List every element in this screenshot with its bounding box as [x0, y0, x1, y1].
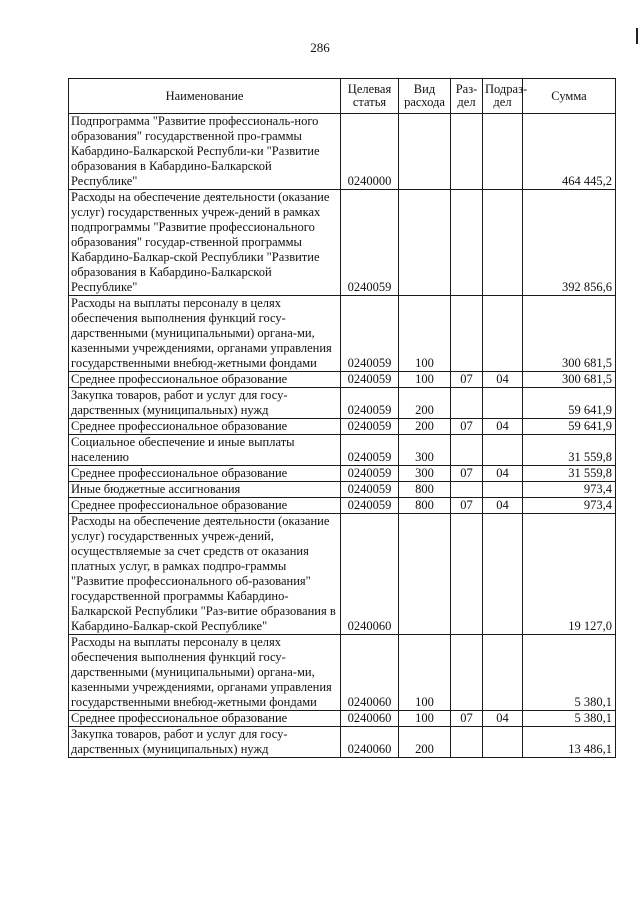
- row-section-cell: [451, 114, 483, 190]
- table-row: [69, 372, 616, 388]
- table-row: [69, 466, 616, 482]
- row-name-cell: Расходы на выплаты персоналу в целях обеспечения выполнения функций госу-дарственными (муниципальными) органа-ми, казенными учреждениями, органами управления государственными внебюд-жетными фондами: [69, 635, 341, 711]
- row-sum-cell: 5 380,1: [523, 635, 616, 711]
- row-section-cell: 07: [451, 372, 483, 388]
- row-subsection-cell: [483, 635, 523, 711]
- row-name-cell: Иные бюджетные ассигнования: [69, 482, 341, 498]
- row-subsection-cell: 04: [483, 419, 523, 435]
- row-section-cell: 07: [451, 711, 483, 727]
- row-subsection-cell: 04: [483, 372, 523, 388]
- row-subsection-cell: 04: [483, 466, 523, 482]
- row-section-cell: [451, 727, 483, 758]
- row-code-cell: 0240000: [341, 114, 399, 190]
- table-row: [69, 514, 616, 635]
- header-section: Раз-дел: [451, 79, 483, 114]
- header-code: Целевая статья: [341, 79, 399, 114]
- row-section-cell: [451, 190, 483, 296]
- table-row: [69, 635, 616, 711]
- row-section-cell: 07: [451, 466, 483, 482]
- row-sum-cell: 31 559,8: [523, 435, 616, 466]
- row-name-cell: Закупка товаров, работ и услуг для госу-дарственных (муниципальных) нужд: [69, 388, 341, 419]
- row-code-cell: 0240060: [341, 635, 399, 711]
- row-kind-cell: 800: [399, 482, 451, 498]
- row-subsection-cell: [483, 435, 523, 466]
- row-name-cell: Среднее профессиональное образование: [69, 498, 341, 514]
- row-sum-cell: 464 445,2: [523, 114, 616, 190]
- row-code-cell: 0240059: [341, 190, 399, 296]
- row-kind-cell: 800: [399, 498, 451, 514]
- row-subsection-cell: 04: [483, 498, 523, 514]
- row-section-cell: 07: [451, 498, 483, 514]
- row-subsection-cell: [483, 114, 523, 190]
- row-sum-cell: 19 127,0: [523, 514, 616, 635]
- row-name-cell: Расходы на выплаты персоналу в целях обеспечения выполнения функций госу-дарственными (муниципальными) органа-ми, казенными учреждениями, органами управления государственными внебюд-жетными фондами: [69, 296, 341, 372]
- row-kind-cell: [399, 190, 451, 296]
- row-sum-cell: 300 681,5: [523, 372, 616, 388]
- page-number: 286: [310, 40, 330, 55]
- row-section-cell: [451, 514, 483, 635]
- row-kind-cell: 100: [399, 296, 451, 372]
- row-name-cell: Расходы на обеспечение деятельности (оказание услуг) государственных учреж-дений в рамках подпрограммы "Развитие профессионального образования" государ-ственной программы Кабардино-Балкар-ской Республики "Развитие образования в Кабардино-Балкарской Республике": [69, 190, 341, 296]
- row-kind-cell: 200: [399, 727, 451, 758]
- row-kind-cell: 200: [399, 388, 451, 419]
- row-name-cell: Среднее профессиональное образование: [69, 711, 341, 727]
- page-edge-mark: [636, 28, 638, 44]
- row-code-cell: 0240059: [341, 296, 399, 372]
- row-name-cell: Подпрограмма "Развитие профессиональ-ного образования" государственной про-граммы Кабардино-Балкарской Республи-ки "Развитие образования в Кабардино-Балкарской Республике": [69, 114, 341, 190]
- row-name-cell: Среднее профессиональное образование: [69, 419, 341, 435]
- row-subsection-cell: [483, 514, 523, 635]
- row-section-cell: [451, 388, 483, 419]
- row-name-cell: Закупка товаров, работ и услуг для госу-дарственных (муниципальных) нужд: [69, 727, 341, 758]
- table-row: [69, 388, 616, 419]
- row-sum-cell: 59 641,9: [523, 388, 616, 419]
- table-row: [69, 498, 616, 514]
- row-subsection-cell: [483, 727, 523, 758]
- header-subsection: Подраз-дел: [483, 79, 523, 114]
- table-row: [69, 435, 616, 466]
- header-sum: Сумма: [523, 79, 616, 114]
- table-row: [69, 296, 616, 372]
- row-kind-cell: 300: [399, 466, 451, 482]
- row-subsection-cell: [483, 388, 523, 419]
- row-name-cell: Среднее профессиональное образование: [69, 372, 341, 388]
- row-name-cell: Среднее профессиональное образование: [69, 466, 341, 482]
- row-code-cell: 0240059: [341, 482, 399, 498]
- budget-table: [68, 78, 616, 758]
- header-kind: Вид расхода: [399, 79, 451, 114]
- table-row: [69, 419, 616, 435]
- row-code-cell: 0240059: [341, 498, 399, 514]
- row-section-cell: [451, 435, 483, 466]
- table-row: [69, 711, 616, 727]
- row-kind-cell: 200: [399, 419, 451, 435]
- row-sum-cell: 300 681,5: [523, 296, 616, 372]
- row-subsection-cell: [483, 190, 523, 296]
- table-body: [69, 114, 616, 758]
- row-code-cell: 0240059: [341, 372, 399, 388]
- row-code-cell: 0240059: [341, 419, 399, 435]
- row-kind-cell: 100: [399, 711, 451, 727]
- row-name-cell: Расходы на обеспечение деятельности (оказание услуг) государственных учреж-дений, осуществляемые за счет средств от оказания платных услуг, в рамках подпро-граммы "Развитие профессионального об-разования" государственной программы Кабардино-Балкарской Республики "Раз-витие образования в Кабардино-Балкар-ской Республике": [69, 514, 341, 635]
- row-code-cell: 0240059: [341, 388, 399, 419]
- row-kind-cell: 100: [399, 372, 451, 388]
- row-section-cell: [451, 296, 483, 372]
- row-sum-cell: 5 380,1: [523, 711, 616, 727]
- table-row: [69, 727, 616, 758]
- table-row: [69, 190, 616, 296]
- row-sum-cell: 392 856,6: [523, 190, 616, 296]
- row-kind-cell: 300: [399, 435, 451, 466]
- row-subsection-cell: [483, 482, 523, 498]
- row-code-cell: 0240060: [341, 514, 399, 635]
- header-name: Наименование: [69, 79, 341, 114]
- row-kind-cell: 100: [399, 635, 451, 711]
- row-sum-cell: 31 559,8: [523, 466, 616, 482]
- row-code-cell: 0240059: [341, 466, 399, 482]
- row-subsection-cell: 04: [483, 711, 523, 727]
- row-code-cell: 0240060: [341, 711, 399, 727]
- row-section-cell: 07: [451, 419, 483, 435]
- row-sum-cell: 973,4: [523, 482, 616, 498]
- row-code-cell: 0240059: [341, 435, 399, 466]
- row-section-cell: [451, 635, 483, 711]
- row-name-cell: Социальное обеспечение и иные выплаты населению: [69, 435, 341, 466]
- row-sum-cell: 59 641,9: [523, 419, 616, 435]
- row-kind-cell: [399, 514, 451, 635]
- row-section-cell: [451, 482, 483, 498]
- table-row: [69, 482, 616, 498]
- row-kind-cell: [399, 114, 451, 190]
- table-header-row: [69, 79, 616, 114]
- row-code-cell: 0240060: [341, 727, 399, 758]
- row-subsection-cell: [483, 296, 523, 372]
- table-row: [69, 114, 616, 190]
- row-sum-cell: 13 486,1: [523, 727, 616, 758]
- row-sum-cell: 973,4: [523, 498, 616, 514]
